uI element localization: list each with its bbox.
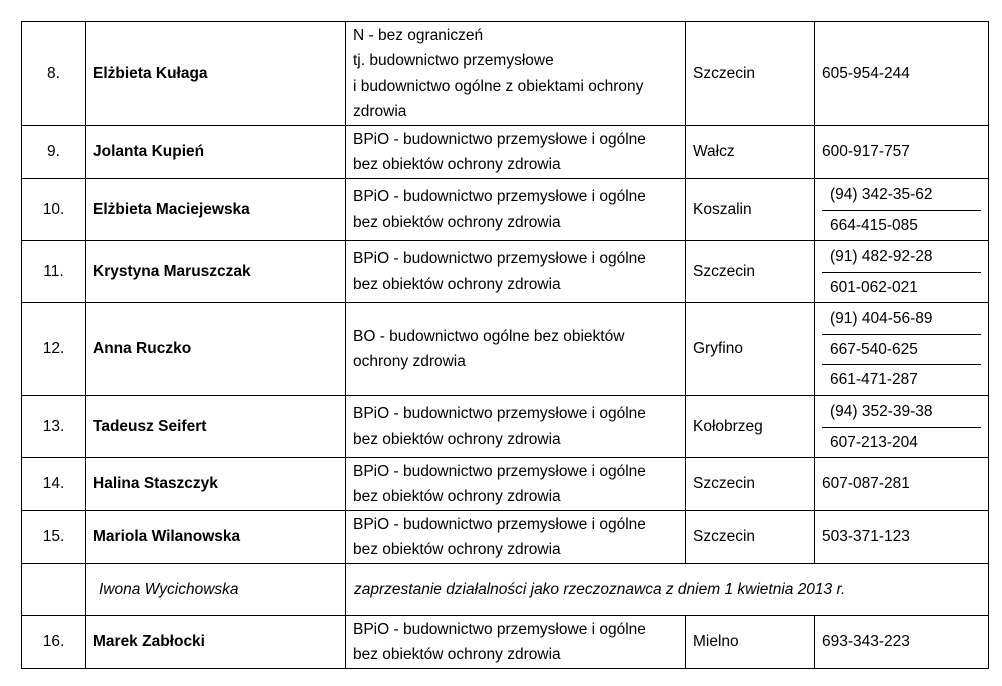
- scope-line: bez obiektów ochrony zdrowia: [353, 541, 561, 558]
- table-row: [22, 396, 989, 458]
- phone-number: 664-415-085: [822, 210, 981, 240]
- scope-line: bez obiektów ochrony zdrowia: [353, 213, 561, 231]
- row-number: 9.: [22, 126, 86, 179]
- qualification-scope: [346, 179, 686, 241]
- qualification-scope: [346, 126, 686, 179]
- phone-number: (94) 342-35-62: [830, 185, 933, 203]
- row-number: [22, 564, 86, 616]
- phone-number: (91) 482-92-28: [830, 247, 933, 265]
- city: Gryfino: [686, 303, 815, 396]
- scope-line: BPiO - budownictwo przemysłowe i ogólne: [353, 515, 646, 533]
- table-row: [22, 22, 989, 126]
- city: Wałcz: [686, 126, 815, 179]
- table-row: [22, 511, 989, 564]
- row-number: 15.: [22, 511, 86, 564]
- scope-line: BPiO - budownictwo przemysłowe i ogólne: [353, 462, 646, 480]
- phone-cell: [815, 241, 989, 303]
- city: Kołobrzeg: [686, 396, 815, 458]
- scope-line: bez obiektów ochrony zdrowia: [353, 275, 561, 293]
- phone-number: 607-087-281: [815, 458, 989, 511]
- row-number: 8.: [22, 22, 86, 126]
- phone-number: 605-954-244: [815, 22, 989, 126]
- phone-number: 600-917-757: [815, 126, 989, 179]
- expert-name: Elżbieta Maciejewska: [86, 179, 346, 241]
- phone-number: 503-371-123: [815, 511, 989, 564]
- phone-list: [822, 304, 981, 394]
- notice-text: zaprzestanie działalności jako rzeczoznawca z dniem 1 kwietnia 2013 r.: [346, 564, 989, 616]
- expert-name: Anna Ruczko: [86, 303, 346, 396]
- phone-number: 693-343-223: [815, 616, 989, 669]
- notice-row: [22, 564, 989, 616]
- row-number: 12.: [22, 303, 86, 396]
- scope-line: bez obiektów ochrony zdrowia: [353, 646, 561, 663]
- scope-line: BPiO - budownictwo przemysłowe i ogólne: [353, 405, 646, 422]
- phone-number: 601-062-021: [822, 272, 981, 302]
- qualification-scope: [346, 458, 686, 511]
- city: Szczecin: [686, 22, 815, 126]
- phone-number: 661-471-287: [822, 364, 981, 394]
- phone-number: (91) 404-56-89: [830, 310, 933, 327]
- table-body: [22, 22, 989, 669]
- qualification-scope: [346, 241, 686, 303]
- scope-line: N - bez ograniczeń: [353, 26, 484, 44]
- table-row: [22, 458, 989, 511]
- city: Szczecin: [686, 241, 815, 303]
- city: Mielno: [686, 616, 815, 669]
- city: Koszalin: [686, 179, 815, 241]
- qualification-scope: [346, 616, 686, 669]
- row-number: 10.: [22, 179, 86, 241]
- row-number: 11.: [22, 241, 86, 303]
- phone-cell: [815, 396, 989, 458]
- scope-line: BPiO - budownictwo przemysłowe i ogólne: [353, 130, 646, 148]
- table-row: [22, 179, 989, 241]
- city: Szczecin: [686, 458, 815, 511]
- expert-name: Mariola Wilanowska: [86, 511, 346, 564]
- phone-list: [822, 397, 981, 457]
- expert-name: Halina Staszczyk: [86, 458, 346, 511]
- expert-name: Elżbieta Kułaga: [86, 22, 346, 126]
- qualification-scope: [346, 396, 686, 458]
- scope-line: bez obiektów ochrony zdrowia: [353, 430, 561, 448]
- table-row: [22, 616, 989, 669]
- scope-line: BPiO - budownictwo przemysłowe i ogólne: [353, 188, 646, 205]
- phone-cell: [815, 303, 989, 396]
- scope-line: BPiO - budownictwo przemysłowe i ogólne: [353, 250, 646, 267]
- qualification-scope: [346, 303, 686, 396]
- scope-line: BO - budownictwo ogólne bez obiektów: [353, 327, 625, 345]
- expert-name: Krystyna Maruszczak: [86, 241, 346, 303]
- qualification-scope: [346, 511, 686, 564]
- scope-line: bez obiektów ochrony zdrowia: [353, 488, 561, 505]
- row-number: 14.: [22, 458, 86, 511]
- qualification-scope: [346, 22, 686, 126]
- table-row: [22, 126, 989, 179]
- expert-name: Marek Zabłocki: [86, 616, 346, 669]
- scope-line: zdrowia: [353, 103, 407, 120]
- row-number: 16.: [22, 616, 86, 669]
- table-row: [22, 303, 989, 396]
- phone-number: (94) 352-39-38: [830, 402, 933, 420]
- scope-line: tj. budownictwo przemysłowe: [353, 52, 554, 69]
- expert-name: Iwona Wycichowska: [86, 564, 346, 616]
- phone-number: 607-213-204: [822, 427, 981, 457]
- scope-line: bez obiektów ochrony zdrowia: [353, 156, 561, 173]
- scope-line: BPiO - budownictwo przemysłowe i ogólne: [353, 620, 646, 638]
- phone-list: [822, 180, 981, 240]
- phone-cell: [815, 179, 989, 241]
- scope-line: i budownictwo ogólne z obiektami ochrony: [353, 77, 644, 95]
- table-row: [22, 241, 989, 303]
- expert-name: Jolanta Kupień: [86, 126, 346, 179]
- scope-line: ochrony zdrowia: [353, 353, 466, 370]
- phone-number: 667-540-625: [822, 334, 981, 364]
- phone-list: [822, 242, 981, 302]
- expert-name: Tadeusz Seifert: [86, 396, 346, 458]
- experts-table: [21, 21, 989, 669]
- city: Szczecin: [686, 511, 815, 564]
- row-number: 13.: [22, 396, 86, 458]
